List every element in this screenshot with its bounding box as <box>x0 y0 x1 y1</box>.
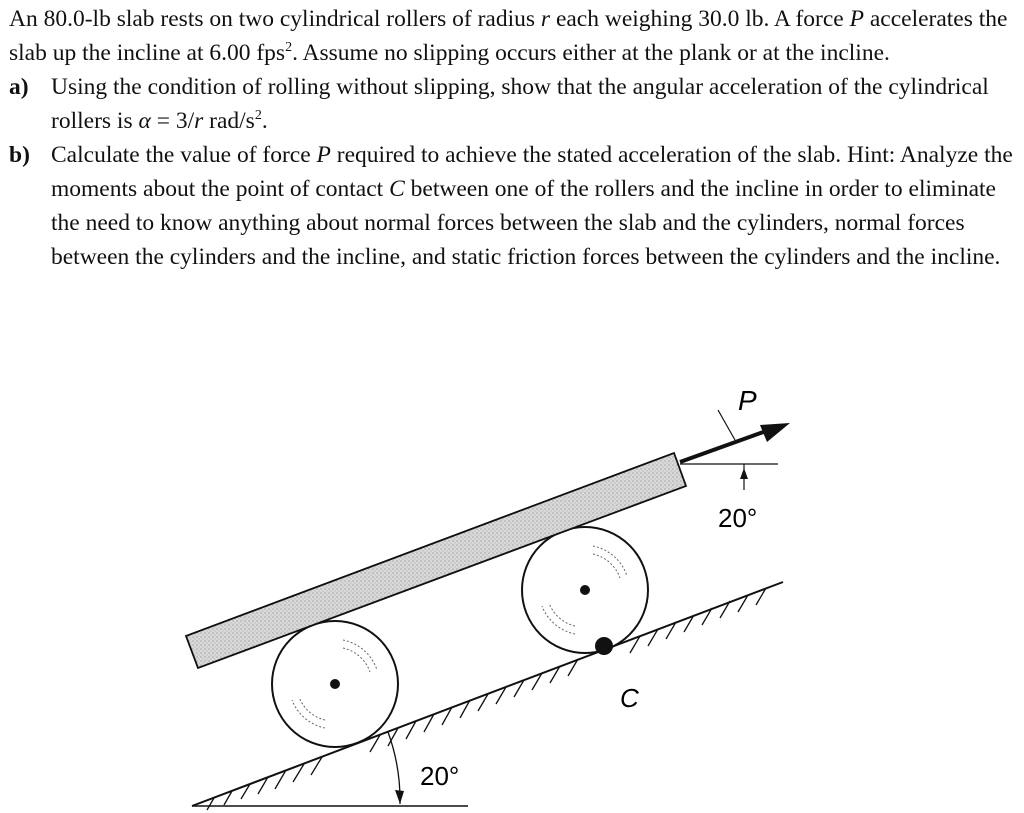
part-a-text: Using the condition of rolling without slipping, show that the angular acceleration of the cylindrical rollers is α = 3/r rad/$s^2$. <box>51 74 989 134</box>
incline-angle-arrowhead <box>395 790 404 804</box>
contact-point-c-dot <box>595 637 613 655</box>
problem-intro: An 80.0-lb slab rests on two cylindrical rollers of radius r each weighing 30.0 lb. A force P accelerates the slab up the incline at 6.00 fps$^2$. Assume no slipping occurs either at the plank or at the incline. <box>9 6 1008 66</box>
part-a-label: a) <box>9 74 29 100</box>
part-b <box>9 138 1017 274</box>
force-p-arrow-shaft <box>680 431 766 462</box>
contact-point-c-label: C <box>620 683 639 713</box>
part-b-text: Calculate the value of force P required to achieve the stated acceleration of the slab. Hint: Analyze the moments about the point of contact C between one of the rollers and the incline in order to eliminate the need to know anything about normal forces between the slab and the cylinders, normal forces between the cylinders and the incline, and static friction forces between the cylinders and the incline. <box>51 142 1013 270</box>
roller-left <box>272 621 398 747</box>
problem-statement <box>9 2 1017 274</box>
incline-angle-label: 20° <box>420 761 460 791</box>
roller-right <box>522 527 648 653</box>
force-p-label: P <box>738 385 757 416</box>
part-a <box>9 70 1017 138</box>
force-angle-arrowhead <box>740 468 748 479</box>
slab-rollers-figure <box>0 340 1024 813</box>
part-b-label: b) <box>9 142 30 168</box>
force-p-arrowhead <box>760 423 790 442</box>
force-angle-label: 20° <box>718 503 758 533</box>
force-p-leader <box>718 410 735 440</box>
problem-parts <box>9 70 1017 274</box>
